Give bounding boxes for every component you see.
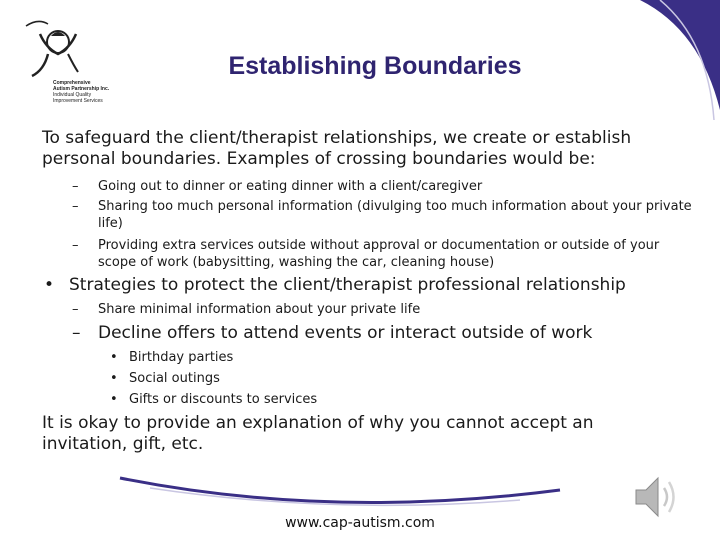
bullet-dot: • <box>110 371 118 386</box>
bullet-dot: • <box>110 392 118 407</box>
top-right-swoosh <box>640 0 720 110</box>
dash-bullet: – <box>72 302 79 317</box>
strategy-item-text: Share minimal information about your private life <box>98 302 421 317</box>
logo-line: Autism Partnership Inc. <box>53 86 110 92</box>
logo-line: Individual Quality <box>53 92 92 98</box>
speaker-icon[interactable] <box>630 470 684 524</box>
logo-line: Comprehensive <box>53 80 91 86</box>
slide-title: Establishing Boundaries <box>228 52 522 80</box>
dash-bullet: – <box>72 179 79 194</box>
bullet-dot: • <box>110 350 118 365</box>
dash-bullet: – <box>72 238 79 253</box>
dash-bullet: – <box>72 199 79 214</box>
closing-paragraph: It is okay to provide an explanation of why you cannot accept an invitation, gift, etc. <box>42 413 594 454</box>
decline-subitem-text: Gifts or discounts to services <box>129 392 318 407</box>
company-logo <box>18 14 128 106</box>
decline-subitem-text: Birthday parties <box>129 350 234 365</box>
bottom-curve <box>120 478 560 503</box>
crossing-example-text: Providing extra services outside without approval or documentation or outside of your scope of work (babysitting, washing the car, cleaning house) <box>98 238 660 270</box>
crossing-example-text: Sharing too much personal information (divulging too much information about your private life) <box>98 199 692 231</box>
intro-paragraph: To safeguard the client/therapist relationships, we create or establish personal boundaries. Examples of crossing boundaries would be: <box>42 128 632 169</box>
logo-line: Improvement Services <box>53 98 103 104</box>
bullet-dot: • <box>44 275 55 295</box>
dash-bullet: – <box>72 323 81 343</box>
strategies-heading: Strategies to protect the client/therapist professional relationship <box>69 275 626 295</box>
decline-subitem-text: Social outings <box>129 371 220 386</box>
strategy-item-text: Decline offers to attend events or interact outside of work <box>98 323 593 343</box>
logo-text <box>53 80 133 104</box>
crossing-example-text: Going out to dinner or eating dinner with a client/caregiver <box>98 179 483 194</box>
footer-url: www.cap-autism.com <box>285 515 435 531</box>
